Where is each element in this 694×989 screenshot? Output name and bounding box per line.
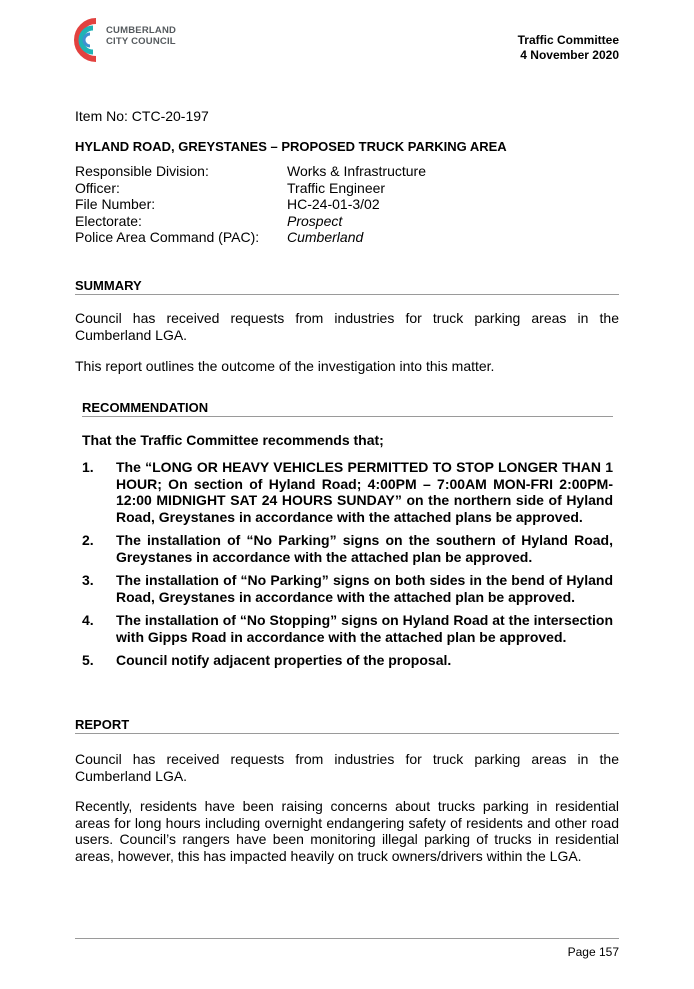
item-number-label: 1. [82, 459, 94, 475]
list-item [82, 532, 613, 565]
meta-label: Electorate: [75, 212, 142, 229]
item-text: The installation of “No Parking” signs on both sides in the bend of Hyland Road, Greystanes in accordance with the attached plan be approved. [116, 572, 613, 605]
summary-paragraph: Council has received requests from industries for truck parking areas in the Cumberland LGA. [75, 310, 619, 343]
meta-value: HC-24-01-3/02 [287, 196, 380, 212]
meta-row [75, 229, 426, 246]
logo-text [106, 25, 176, 47]
list-item [82, 612, 613, 645]
meta-label: Police Area Command (PAC): [75, 229, 260, 245]
list-item [82, 459, 613, 525]
page-number: Page 157 [567, 945, 619, 959]
summary-paragraph: This report outlines the outcome of the investigation into this matter. [75, 358, 495, 374]
meta-label: File Number: [75, 196, 156, 212]
item-number-label: 5. [82, 652, 94, 668]
item-number-label: 2. [82, 532, 94, 548]
committee-name: Traffic Committee [517, 33, 619, 47]
report-paragraph: Council has received requests from industries for truck parking areas in the Cumberland LGA. [75, 751, 619, 784]
meta-row [75, 196, 426, 213]
item-text: The installation of “No Stopping” signs on Hyland Road at the intersection with Gipps Road in accordance with the attached plan be approved. [116, 612, 613, 645]
report-title: HYLAND ROAD, GREYSTANES – PROPOSED TRUCK PARKING AREA [75, 139, 507, 154]
list-item [82, 652, 613, 669]
meta-value: Works & Infrastructure [287, 163, 427, 179]
list-item [82, 572, 613, 605]
page-header [518, 33, 619, 63]
recommendation-list [82, 459, 613, 676]
item-text: The “LONG OR HEAVY VEHICLES PERMITTED TO STOP LONGER THAN 1 HOUR; On section of Hyland Road; 4:00PM – 7:00AM MON-FRI 2:00PM-12:00 MIDNIGHT SAT 24 HOURS SUNDAY” on the northern side of Hyland Road, Greystanes in accordance with the attached plans be approved. [116, 459, 613, 525]
meta-value: Cumberland [287, 229, 364, 245]
logo-line-1: CUMBERLAND [106, 25, 177, 36]
item-text: The installation of “No Parking” signs on the southern of Hyland Road, Greystanes in accordance with the attached plan be approved. [116, 532, 613, 565]
report-meta [75, 163, 426, 246]
recommendation-heading: RECOMMENDATION [82, 400, 613, 417]
footer-rule [75, 938, 619, 939]
meta-row [75, 163, 426, 180]
item-number-label: 4. [82, 612, 94, 628]
summary-heading: SUMMARY [75, 278, 619, 295]
council-logo [66, 12, 206, 68]
meta-row [75, 180, 426, 197]
item-number: Item No: CTC-20-197 [75, 108, 209, 124]
item-text: Council notify adjacent properties of the proposal. [116, 652, 452, 668]
meta-row [75, 213, 426, 230]
logo-line-2: CITY COUNCIL [106, 36, 176, 47]
meta-label: Officer: [75, 179, 120, 196]
meta-label: Responsible Division: [75, 163, 209, 179]
meeting-date: 4 November 2020 [520, 48, 619, 62]
meta-value: Prospect [287, 212, 343, 229]
report-paragraph: Recently, residents have been raising concerns about trucks parking in residential areas for long hours including overnight endangering safety of residents and other road users. Council’s rangers have been monitoring illegal parking of trucks in residential areas, however, this has impacted heavily on truck owners/drivers within the LGA. [75, 798, 619, 864]
item-number-label: 3. [82, 572, 94, 588]
council-logo-icon [66, 12, 106, 68]
recommendation-intro: That the Traffic Committee recommends that; [82, 432, 384, 448]
report-heading: REPORT [75, 717, 619, 734]
meta-value: Traffic Engineer [287, 179, 386, 196]
